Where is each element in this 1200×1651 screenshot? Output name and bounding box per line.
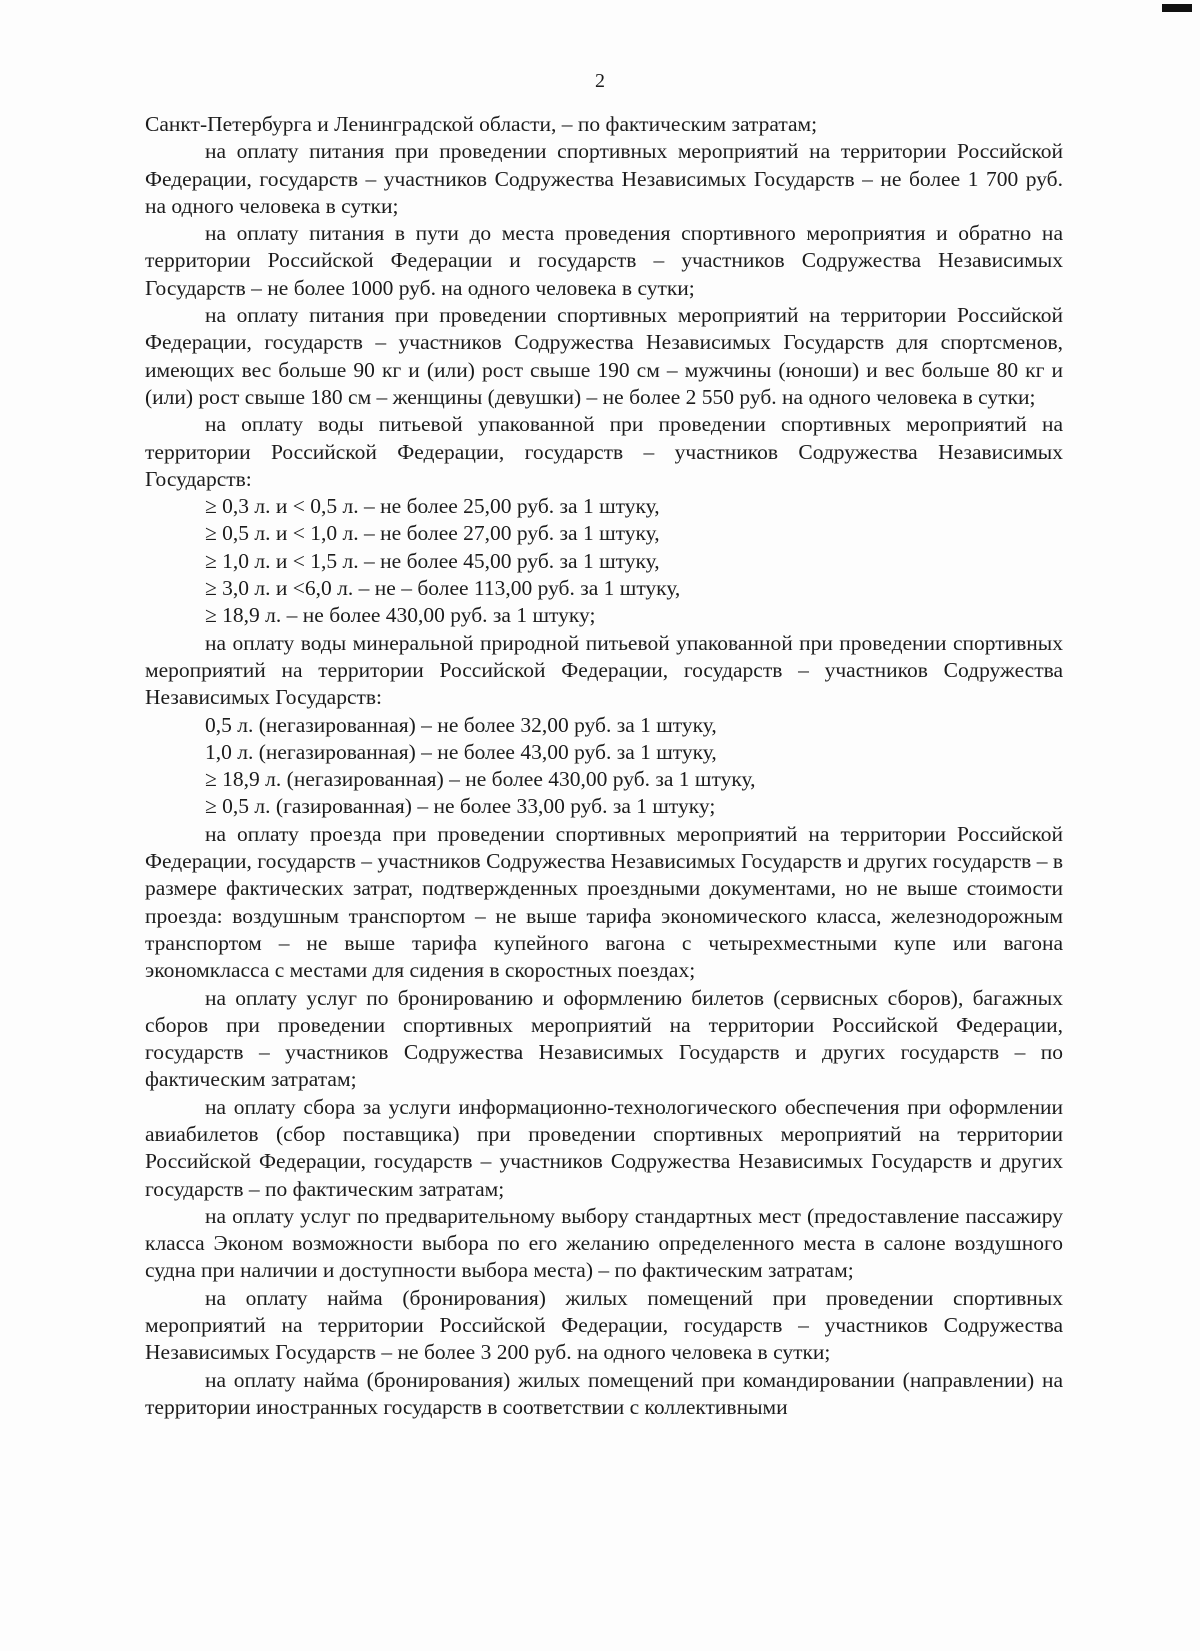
paragraph: на оплату проезда при проведении спортивных мероприятий на территории Российской Федерации, государств – участников Содружества Независимых Государств и других государств – в размере фактических затрат, подтвержденных проездными документами, но не выше стоимости проезда: воздушным транспортом – не выше тарифа экономического класса, железнодорожным транспортом – не выше тарифа купейного вагона с четырехместными купе или вагона экономкласса с местами для сидения в скоростных поездах; <box>145 821 1063 983</box>
paragraph: на оплату воды минеральной природной питьевой упакованной при проведении спортивных мероприятий на территории Российской Федерации, государств – участников Содружества Независимых Государств: <box>145 630 1063 710</box>
list-item: 1,0 л. (негазированная) – не более 43,00 руб. за 1 штуку, <box>205 739 717 764</box>
list-item: ≥ 0,3 л. и < 0,5 л. – не более 25,00 руб. за 1 штуку, <box>205 494 660 519</box>
paragraph: на оплату найма (бронирования) жилых помещений при командировании (направлении) на территории иностранных государств в соответствии с коллективными <box>145 1367 1063 1419</box>
paragraph: на оплату питания при проведении спортивных мероприятий на территории Российской Федерации, государств – участников Содружества Независимых Государств – не более 1 700 руб. на одного человека в сутки; <box>145 139 1063 218</box>
paragraph: на оплату питания при проведении спортивных мероприятий на территории Российской Федерации, государств – участников Содружества Независимых Государств для спортсменов, имеющих вес больше 90 кг и (или) рост свыше 190 см – мужчины (юноши) и вес больше 80 кг и (или) рост свыше 180 см – женщины (девушки) – не более 2 550 руб. на одного человека в сутки; <box>145 303 1063 409</box>
document-body <box>145 111 1063 1421</box>
list-item: ≥ 0,5 л. (газированная) – не более 33,00 руб. за 1 штуку; <box>205 794 716 819</box>
list-item: ≥ 18,9 л. (негазированная) – не более 430,00 руб. за 1 штуку, <box>205 767 756 792</box>
paragraph: Санкт-Петербурга и Ленинградской области, – по фактическим затратам; <box>145 112 818 136</box>
paragraph: на оплату воды питьевой упакованной при проведении спортивных мероприятий на территории Российской Федерации, государств – участников Содружества Независимых Государств: <box>145 412 1063 491</box>
paragraph: на оплату питания в пути до места проведения спортивного мероприятия и обратно на территории Российской Федерации и государств – участников Содружества Независимых Государств – не более 1000 руб. на одного человека в сутки; <box>145 221 1063 300</box>
page-number: 2 <box>595 70 605 92</box>
paragraph: на оплату сбора за услуги информационно-технологического обеспечения при оформлении авиабилетов (сбор поставщика) при проведении спортивных мероприятий на территории Российской Федерации, государств – участников Содружества Независимых Государств и других государств – по фактическим затратам; <box>145 1094 1063 1201</box>
scan-corner-mark <box>1162 4 1192 12</box>
paragraph: на оплату найма (бронирования) жилых помещений при проведении спортивных мероприятий на территории Российской Федерации, государств – участников Содружества Независимых Государств – не более 3 200 руб. на одного человека в сутки; <box>145 1285 1063 1365</box>
paragraph: на оплату услуг по предварительному выбору стандартных мест (предоставление пассажиру класса Эконом возможности выбора по его желанию определенного места в салоне воздушного судна при наличии и доступности выбора места) – по фактическим затратам; <box>145 1203 1063 1283</box>
list-item: ≥ 1,0 л. и < 1,5 л. – не более 45,00 руб. за 1 штуку, <box>205 548 660 573</box>
list-item: ≥ 0,5 л. и < 1,0 л. – не более 27,00 руб. за 1 штуку, <box>205 521 660 546</box>
list-item: ≥ 3,0 л. и <6,0 л. – не – более 113,00 руб. за 1 штуку, <box>205 576 681 601</box>
list-item: 0,5 л. (негазированная) – не более 32,00 руб. за 1 штуку, <box>205 712 717 737</box>
paragraph: на оплату услуг по бронированию и оформлению билетов (сервисных сборов), багажных сборов при проведении спортивных мероприятий на территории Российской Федерации, государств – участников Содружества Независимых Государств и других государств – по фактическим затратам; <box>145 985 1063 1092</box>
list-item: ≥ 18,9 л. – не более 430,00 руб. за 1 штуку; <box>205 603 596 628</box>
